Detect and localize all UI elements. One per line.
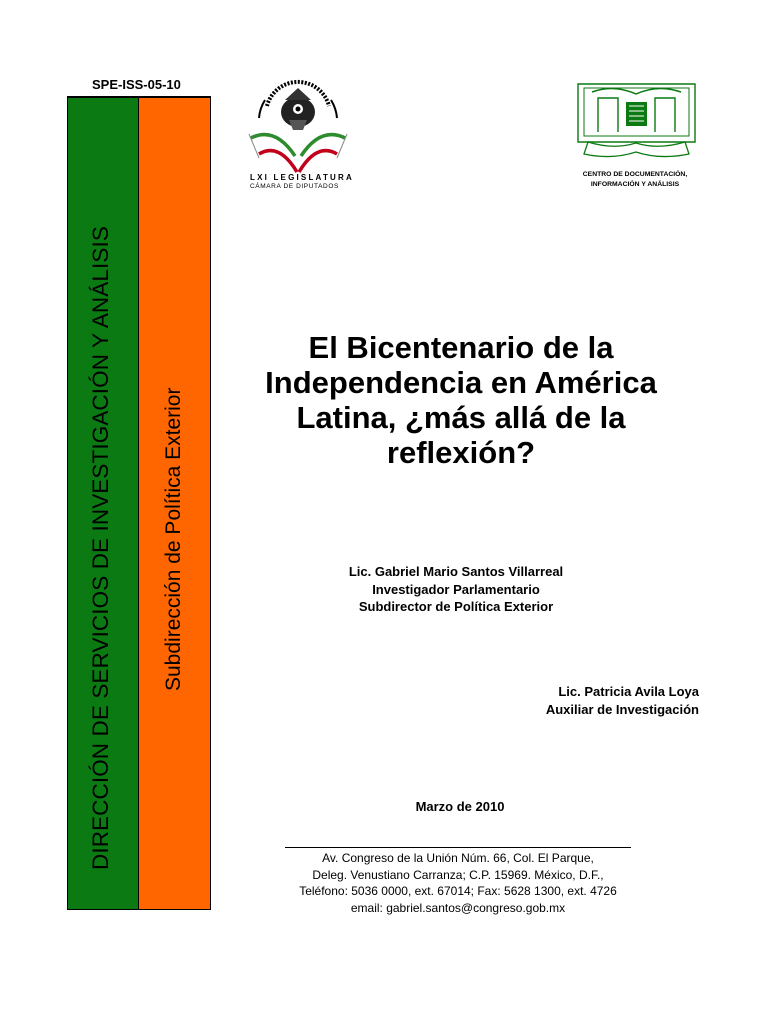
footer-rule xyxy=(285,847,631,848)
document-code: SPE-ISS-05-10 xyxy=(92,77,181,92)
author-role: Subdirector de Política Exterior xyxy=(358,599,554,614)
sidebar-main-text: DIRECCIÓN DE SERVICIOS DE INVESTIGACIÓN Y ANÁLISIS xyxy=(88,226,113,870)
legislature-name: LXI LEGISLATURA xyxy=(250,173,354,182)
assistant-name: Lic. Patricia Avila Loya xyxy=(558,684,699,699)
author-block xyxy=(296,563,616,616)
address-line: Av. Congreso de la Unión Núm. 66, Col. El Parque, xyxy=(322,851,594,865)
centro-line-2: INFORMACIÓN Y ANÁLISIS xyxy=(590,180,680,188)
sidebar-sub-text: Subdirección de Política Exterior xyxy=(162,387,185,691)
centro-documentacion-logo xyxy=(574,80,699,162)
author-name: Lic. Gabriel Mario Santos Villarreal xyxy=(348,564,564,579)
assistant-role: Auxiliar de Investigación xyxy=(545,701,699,717)
title-line: Independencia en América xyxy=(265,365,657,400)
address-block xyxy=(266,850,650,916)
title-line: El Bicentenario de la xyxy=(308,330,614,365)
author-role: Investigador Parlamentario xyxy=(372,581,540,597)
address-line: Teléfono: 5036 0000, ext. 67014; Fax: 5628 1300, ext. 4726 xyxy=(299,884,617,898)
address-email: email: gabriel.santos@congreso.gob.mx xyxy=(350,900,566,915)
chamber-name: CÁMARA DE DIPUTADOS xyxy=(250,183,339,190)
centro-label xyxy=(560,170,710,189)
assistant-block xyxy=(546,683,699,718)
document-title xyxy=(236,330,686,470)
centro-line-1: CENTRO DE DOCUMENTACIÓN, xyxy=(582,171,688,178)
address-line: Deleg. Venustiano Carranza; C.P. 15969. México, D.F., xyxy=(312,867,604,882)
publication-date: Marzo de 2010 xyxy=(415,799,505,814)
title-line: reflexión? xyxy=(386,435,536,470)
title-line: Latina, ¿más allá de la xyxy=(296,400,626,435)
